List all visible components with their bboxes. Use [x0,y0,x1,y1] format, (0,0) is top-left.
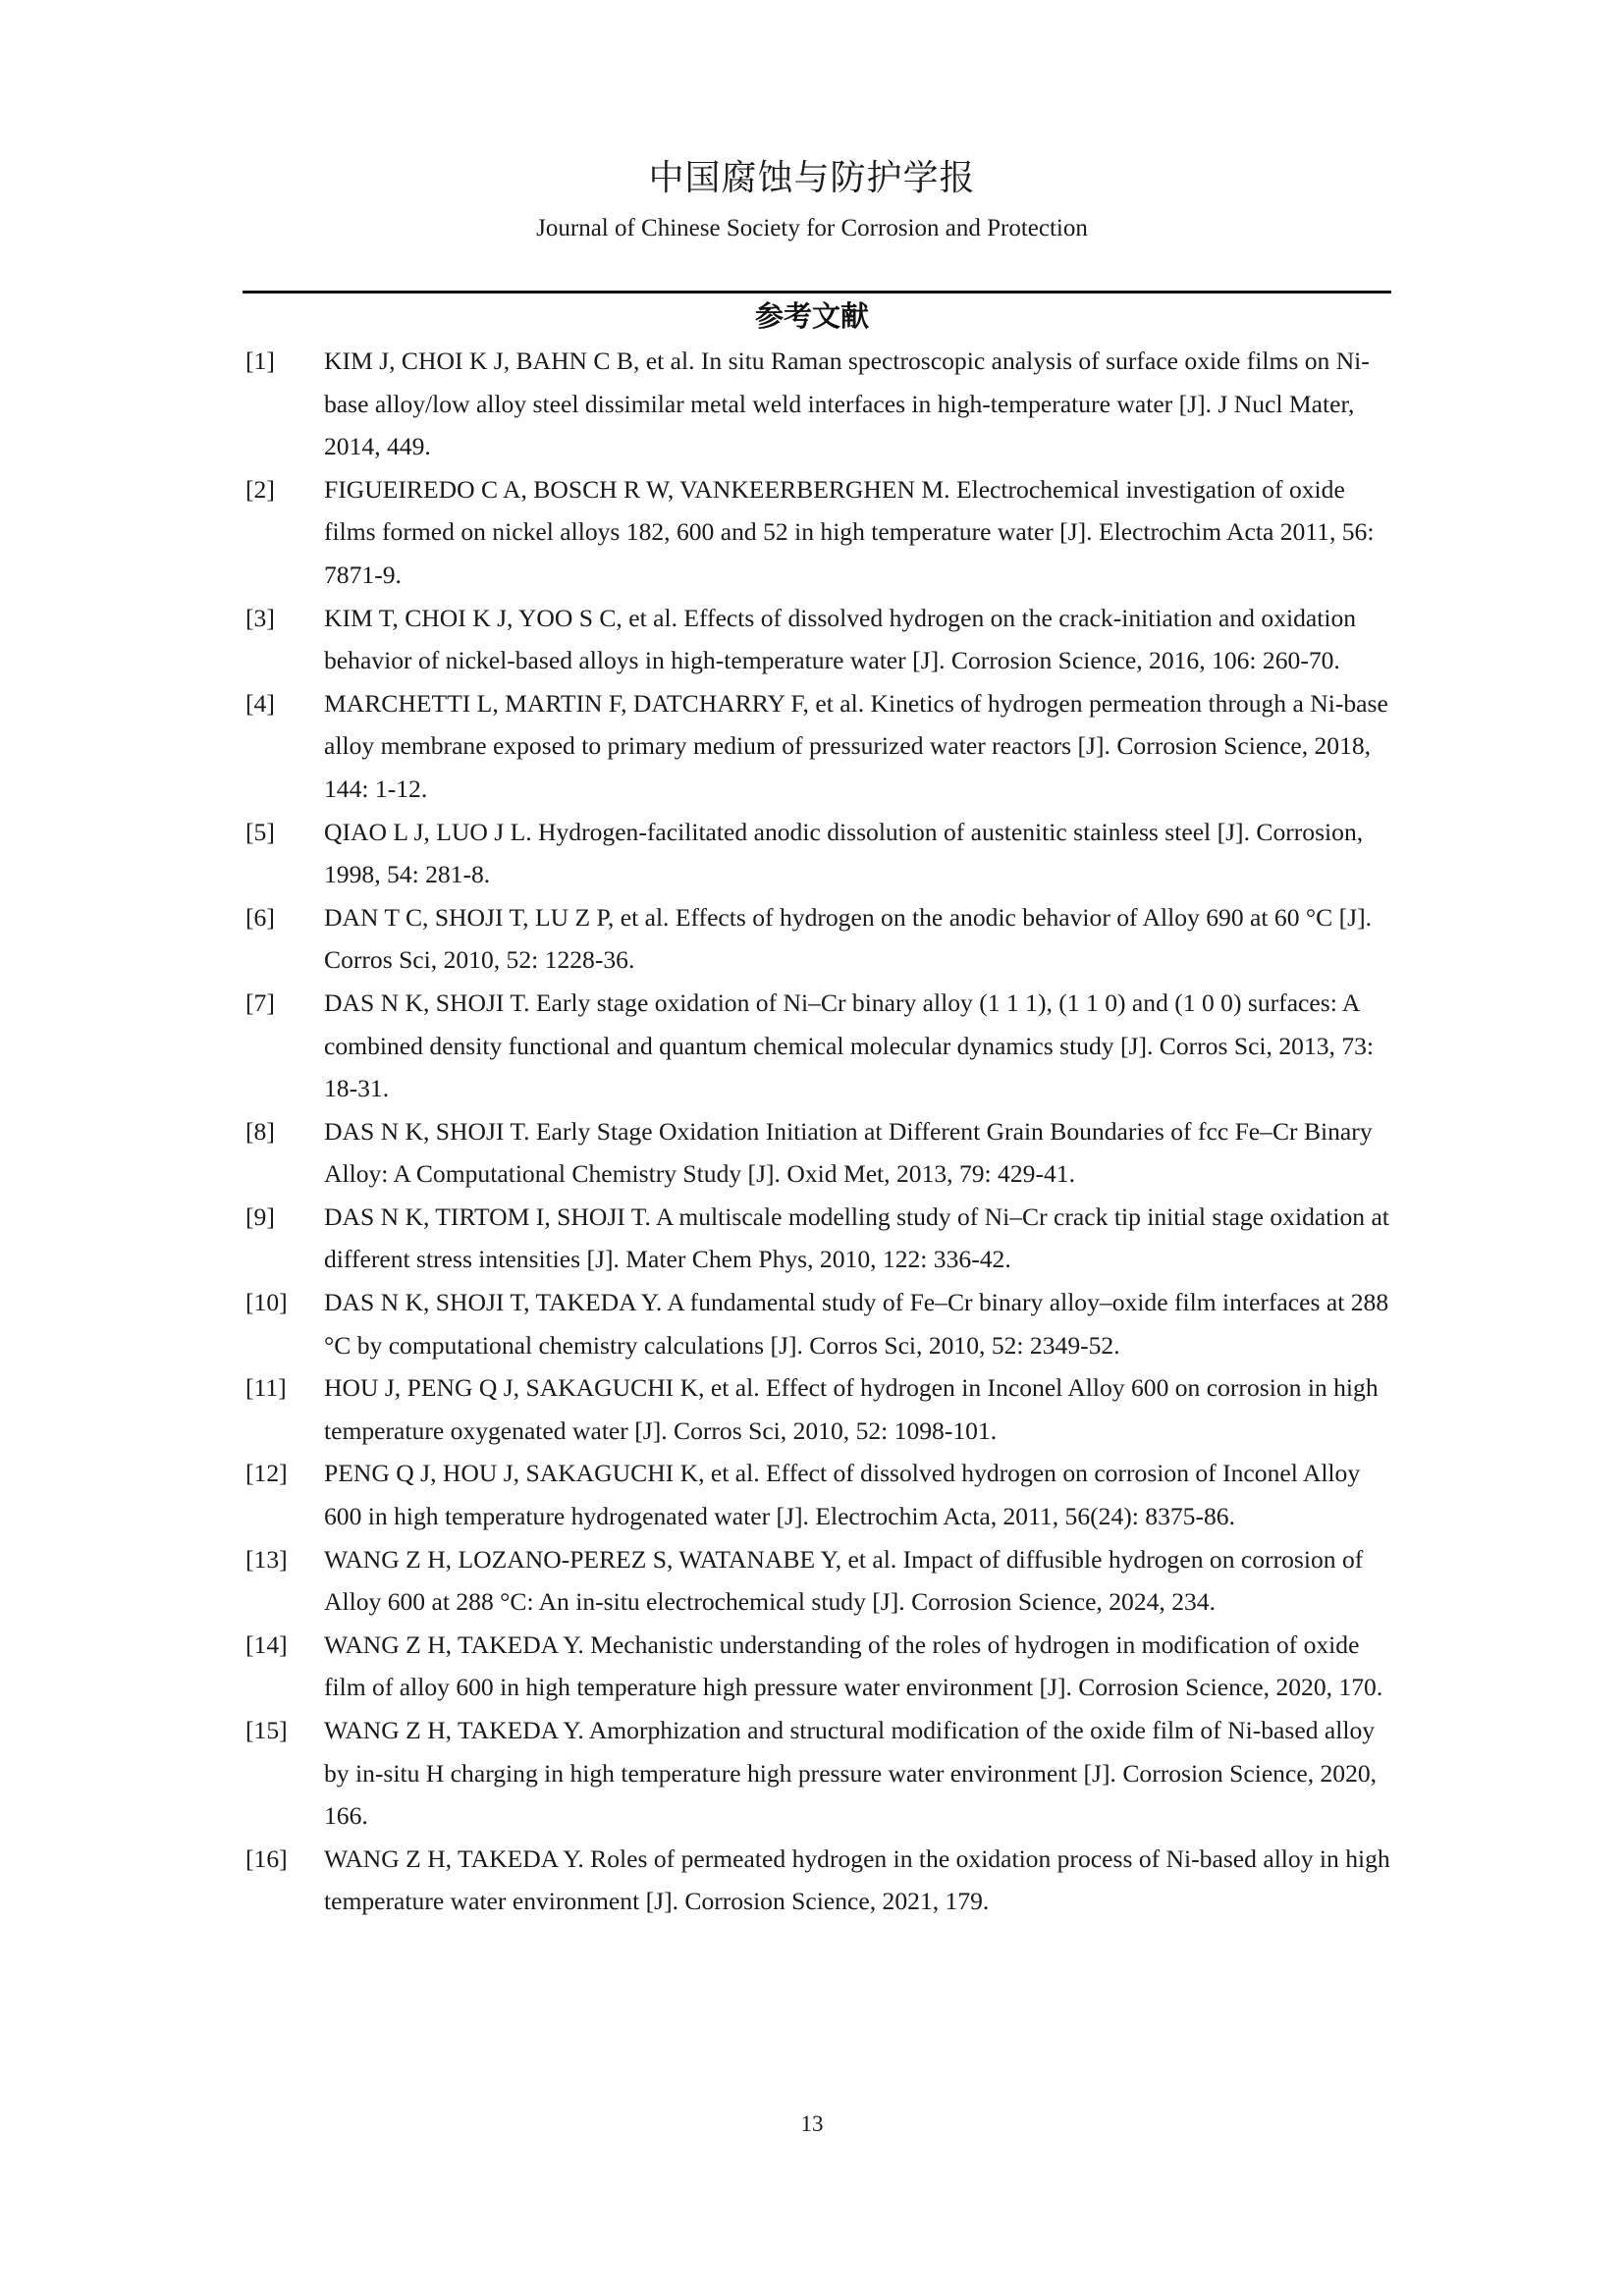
reference-number: [11] [245,1373,287,1403]
reference-item [245,1196,1394,1281]
reference-text: DAS N K, SHOJI T. Early stage oxidation of Ni–Cr binary alloy (1 1 1), (1 1 0) and (1 0 0) surfaces: A combined density functional and quantum chemical molecular dynamics study [J]. Corros Sci, 2013, 73: 18-31. [324,988,1375,1103]
reference-item [245,982,1394,1110]
reference-item [245,1709,1394,1838]
reference-text: PENG Q J, HOU J, SAKAGUCHI K, et al. Effect of dissolved hydrogen on corrosion of Inconel Alloy 600 in high temperature hydrogenated water [J]. Electrochim Acta, 2011, 56(24): 8375-86. [324,1459,1361,1531]
reference-item [245,1366,1394,1452]
reference-item [245,1110,1394,1196]
reference-text: DAS N K, SHOJI T, TAKEDA Y. A fundamental study of Fe–Cr binary alloy–oxide film interfaces at 288 °C by computational chemistry calculations [J]. Corros Sci, 2010, 52: 2349-52. [324,1288,1389,1360]
reference-item [245,1452,1394,1537]
reference-text: WANG Z H, TAKEDA Y. Roles of permeated hydrogen in the oxidation process of Ni-based alloy in high temperature water environment [J]. Corrosion Science, 2021, 179. [324,1843,1390,1916]
reference-text: WANG Z H, TAKEDA Y. Amorphization and structural modification of the oxide film of Ni-based alloy by in-situ H charging in high temperature high pressure water environment [J]. Corrosion Science, 2020, 166. [324,1716,1378,1831]
reference-text: WANG Z H, TAKEDA Y. Mechanistic understanding of the roles of hydrogen in modification of oxide film of alloy 600 in high temperature high pressure water environment [J]. Corrosion Science, 2020, 170. [324,1629,1383,1702]
reference-number: [9] [245,1201,275,1231]
reference-item [245,1624,1394,1709]
reference-text: KIM T, CHOI K J, YOO S C, et al. Effects of dissolved hydrogen on the crack-initiation and oxidation behavior of nickel-based alloys in high-temperature water [J]. Corrosion Science, 2016, 106: 260-70. [324,603,1357,675]
references-heading: 参考文献 [754,299,869,333]
reference-text: DAS N K, SHOJI T. Early Stage Oxidation Initiation at Different Grain Boundaries of fcc Fe–Cr Binary Alloy: A Computational Chemistry Study [J]. Oxid Met, 2013, 79: 429-41. [324,1116,1373,1189]
reference-item [245,1538,1394,1624]
page-number: 13 [800,2111,824,2136]
reference-number: [15] [245,1716,288,1744]
reference-number: [16] [245,1843,288,1873]
reference-item [245,1838,1394,1923]
reference-number: [12] [245,1459,288,1488]
reference-text: KIM J, CHOI K J, BAHN C B, et al. In situ Raman spectroscopic analysis of surface oxide films on Ni-base alloy/low alloy steel dissimilar metal weld interfaces in high-temperature water [J]. J Nucl Mater, 2014, 449. [324,347,1370,461]
reference-number: [3] [245,603,275,632]
reference-number: [8] [245,1116,275,1146]
reference-text: QIAO L J, LUO J L. Hydrogen-facilitated anodic dissolution of austenitic stainless steel [J]. Corrosion, 1998, 54: 281-8. [324,817,1364,889]
reference-list [245,340,1394,1923]
journal-title-english: Journal of Chinese Society for Corrosion and Protection [536,215,1088,241]
reference-text: DAN T C, SHOJI T, LU Z P, et al. Effects of hydrogen on the anodic behavior of Alloy 690 at 60 °C [J]. Corros Sci, 2010, 52: 1228-36. [324,902,1373,975]
reference-number: [7] [245,988,275,1017]
reference-number: [1] [245,347,275,375]
reference-item [245,468,1394,597]
reference-number: [14] [245,1629,288,1659]
reference-item [245,896,1394,982]
reference-item [245,682,1394,811]
reference-item [245,1281,1394,1366]
reference-text: WANG Z H, LOZANO-PEREZ S, WATANABE Y, et al. Impact of diffusible hydrogen on corrosion of Alloy 600 at 288 °C: An in-situ electrochemical study [J]. Corrosion Science, 2024, 234. [324,1544,1364,1617]
reference-item [245,597,1394,682]
reference-number: [6] [245,902,275,932]
journal-title-chinese: 中国腐蚀与防护学报 [648,158,976,198]
reference-number: [13] [245,1544,288,1574]
reference-text: FIGUEIREDO C A, BOSCH R W, VANKEERBERGHEN M. Electrochemical investigation of oxide films formed on nickel alloys 182, 600 and 52 in high temperature water [J]. Electrochim Acta 2011, 56: 7871-9. [324,474,1375,589]
reference-number: [10] [245,1288,288,1317]
reference-item [245,340,1394,468]
reference-text: MARCHETTI L, MARTIN F, DATCHARRY F, et al. Kinetics of hydrogen permeation through a Ni-base alloy membrane exposed to primary medium of pressurized water reactors [J]. Corrosion Science, 2018, 144: 1-12. [324,688,1388,803]
reference-text: DAS N K, TIRTOM I, SHOJI T. A multiscale modelling study of Ni–Cr crack tip initial stage oxidation at different stress intensities [J]. Mater Chem Phys, 2010, 122: 336-42. [324,1201,1389,1274]
reference-item [245,811,1394,896]
reference-number: [4] [245,688,275,718]
reference-number: [5] [245,817,275,846]
header-divider [243,291,1391,294]
reference-number: [2] [245,474,275,504]
reference-text: HOU J, PENG Q J, SAKAGUCHI K, et al. Effect of hydrogen in Inconel Alloy 600 on corrosion in high temperature oxygenated water [J]. Corros Sci, 2010, 52: 1098-101. [324,1373,1379,1445]
